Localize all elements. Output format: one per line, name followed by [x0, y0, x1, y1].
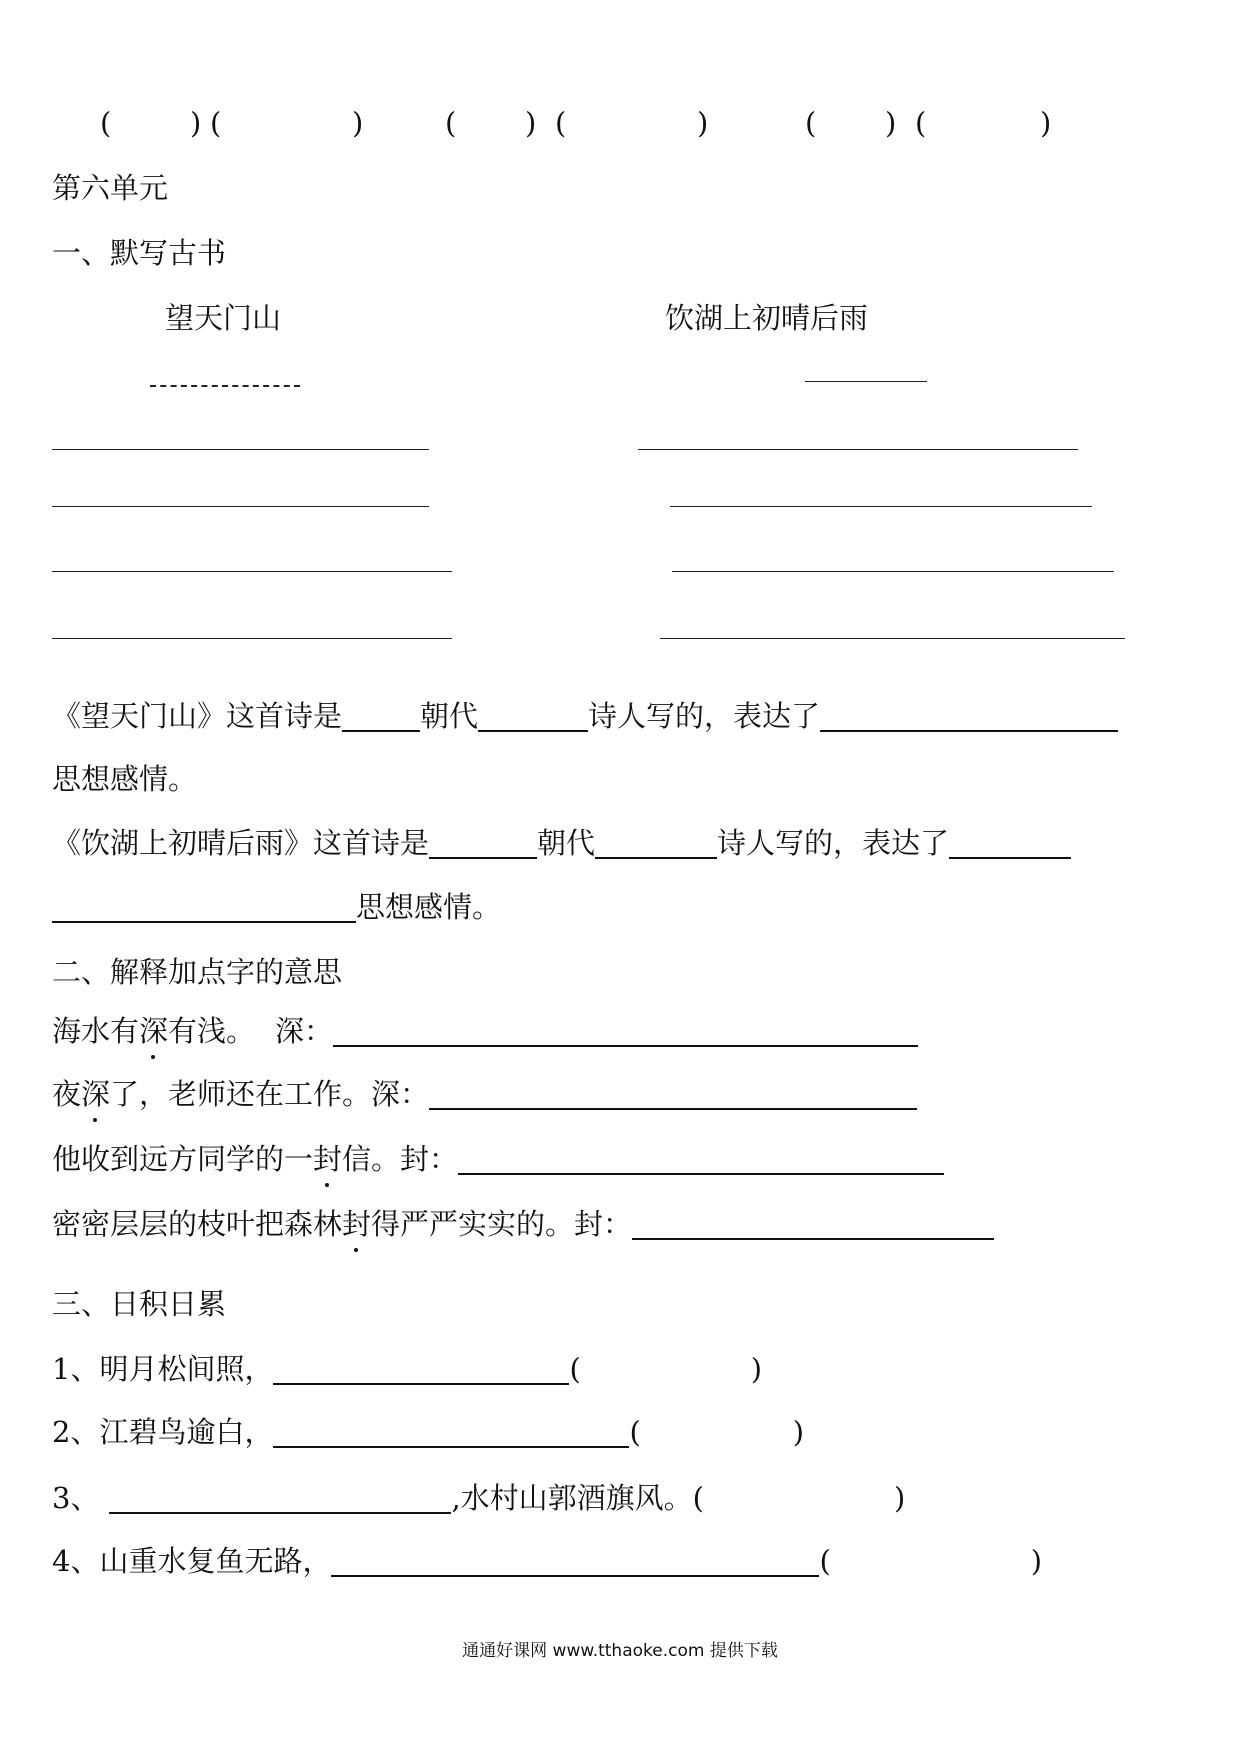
poem-line-left[interactable]	[52, 571, 452, 572]
poem2-question-cont	[52, 889, 501, 925]
poem-title-left: 望天门山	[165, 301, 282, 335]
paren-close: )	[352, 106, 364, 140]
paren-open: (	[445, 106, 457, 140]
recite-item	[52, 1351, 762, 1387]
item-number: 1、	[52, 1352, 100, 1386]
sentence-text: 信。	[342, 1142, 401, 1176]
sentence-text: 他收到远方同学的一	[52, 1142, 314, 1176]
question-text: 思想感情。	[356, 890, 502, 924]
recite-item	[52, 1543, 1042, 1579]
verse-blank[interactable]	[109, 1482, 451, 1514]
sentence-text: 了，老师还在工作。	[110, 1077, 372, 1111]
paren-close: )	[525, 106, 537, 140]
section1-title: 一、默写古书	[52, 236, 227, 270]
item-number: 4、	[52, 1544, 100, 1578]
verse-blank[interactable]	[273, 1353, 569, 1385]
poem-line-left[interactable]	[52, 449, 429, 450]
poem-line-left[interactable]	[52, 506, 429, 507]
question-text: 朝代	[537, 826, 596, 860]
recite-item	[52, 1480, 905, 1516]
feeling-blank[interactable]	[949, 827, 1071, 859]
feeling-blank[interactable]	[52, 891, 356, 923]
sentence-text: 得严严实实的。	[371, 1207, 575, 1241]
paren-close: )	[792, 1415, 805, 1449]
item-number: 2、	[52, 1415, 100, 1449]
poem1-question	[52, 698, 1118, 734]
item-number: 3、	[52, 1481, 100, 1515]
section2-title: 二、解释加点字的意思	[52, 955, 343, 989]
paren-open: (	[915, 106, 927, 140]
explain-item	[52, 1206, 994, 1242]
question-text: 《望天门山》这首诗是	[52, 699, 343, 733]
paren-open: (	[819, 1544, 831, 1578]
author-blank-left[interactable]	[150, 385, 300, 387]
explain-item	[52, 1013, 918, 1049]
poem-line-right[interactable]	[638, 449, 1078, 450]
char-label: 深：	[371, 1077, 430, 1111]
paren-open: (	[805, 106, 817, 140]
question-text: 朝代	[420, 699, 479, 733]
poet-blank[interactable]	[478, 700, 588, 732]
dynasty-blank[interactable]	[342, 700, 420, 732]
dynasty-blank[interactable]	[429, 827, 537, 859]
verse-blank[interactable]	[331, 1545, 819, 1577]
poem-line-right[interactable]	[672, 571, 1114, 572]
paren-close: )	[1040, 106, 1052, 140]
paren-open: (	[629, 1415, 641, 1449]
paren-close: )	[750, 1352, 763, 1386]
poem-line-left[interactable]	[52, 638, 452, 639]
verse-text: 江碧鸟逾白，	[99, 1415, 274, 1449]
paren-close: )	[190, 106, 202, 140]
explain-item	[52, 1076, 917, 1112]
sentence-text: 密密层层的枝叶把森林	[52, 1207, 343, 1241]
paren-close: )	[1030, 1544, 1043, 1578]
author-blank-right[interactable]	[805, 381, 927, 382]
question-text: 诗人写的，表达了	[717, 826, 950, 860]
sentence-text: 有浅。	[168, 1014, 256, 1048]
section3-title: 三、日积日累	[52, 1287, 227, 1321]
paren-close: )	[697, 106, 709, 140]
sentence-text: 夜	[52, 1077, 82, 1111]
char-label: 封：	[400, 1142, 459, 1176]
paren-close: )	[885, 106, 897, 140]
paren-open: (	[555, 106, 567, 140]
paren-open: (	[100, 106, 112, 140]
paren-close: )	[894, 1481, 906, 1515]
sentence-text: 海水有	[52, 1014, 140, 1048]
poet-blank[interactable]	[595, 827, 717, 859]
poem1-question-cont: 思想感情。	[52, 762, 198, 796]
verse-blank[interactable]	[273, 1416, 629, 1448]
explain-item	[52, 1141, 944, 1177]
dotted-char: 深	[139, 1014, 169, 1048]
paren-open: (	[692, 1481, 704, 1515]
poem-title-right: 饮湖上初晴后雨	[665, 301, 869, 335]
question-text: 诗人写的，表达了	[588, 699, 821, 733]
verse-text: ,水村山郭酒旗风。	[451, 1481, 693, 1515]
dotted-char: 封	[313, 1142, 343, 1176]
answer-blank[interactable]	[632, 1208, 994, 1240]
feeling-blank[interactable]	[820, 700, 1118, 732]
answer-blank[interactable]	[458, 1143, 944, 1175]
page-footer: 通通好课网 www.tthaoke.com 提供下载	[462, 1641, 778, 1661]
dotted-char: 封	[342, 1207, 372, 1241]
answer-blank[interactable]	[429, 1078, 917, 1110]
verse-text: 山重水复鱼无路，	[99, 1544, 332, 1578]
poem2-question	[52, 825, 1071, 861]
paren-open: (	[569, 1352, 581, 1386]
char-label: 封：	[574, 1207, 633, 1241]
recite-item	[52, 1414, 804, 1450]
verse-text: 明月松间照，	[99, 1352, 274, 1386]
answer-blank[interactable]	[333, 1015, 918, 1047]
poem-line-right[interactable]	[670, 506, 1092, 507]
unit-title: 第六单元	[52, 171, 169, 205]
dotted-char: 深	[81, 1077, 111, 1111]
poem-line-right[interactable]	[660, 638, 1125, 639]
question-text: 《饮湖上初晴后雨》这首诗是	[52, 826, 430, 860]
char-label: 深：	[275, 1014, 334, 1048]
paren-open: (	[210, 106, 222, 140]
